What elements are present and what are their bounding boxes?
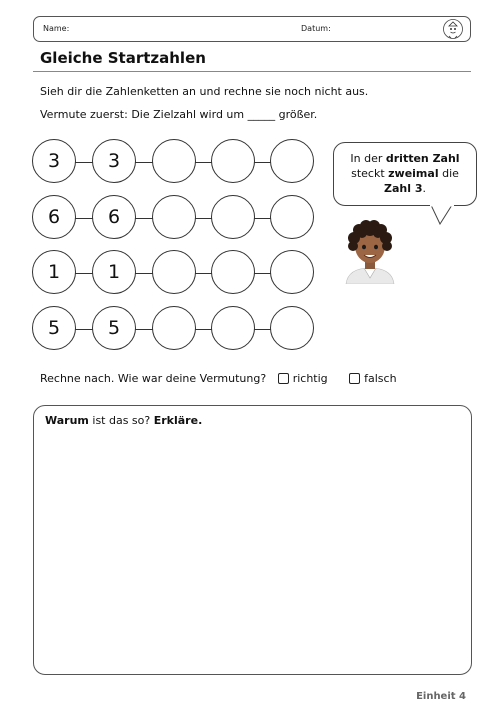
chain-circle-empty[interactable] <box>152 195 196 239</box>
number-chain <box>32 250 315 298</box>
chain-circle-empty[interactable] <box>152 139 196 183</box>
chain-circle-empty[interactable] <box>270 306 314 350</box>
chain-circle-empty[interactable] <box>270 250 314 294</box>
chain-circle-empty[interactable] <box>211 195 255 239</box>
chain-circle: 6 <box>32 195 76 239</box>
chain-circle: 6 <box>92 195 136 239</box>
bubble-text: . <box>422 182 426 195</box>
bubble-text: die <box>438 167 459 180</box>
instruction-line-2: Vermute zuerst: Die Zielzahl wird um _____ größer. <box>40 108 318 121</box>
bubble-text: In der <box>350 152 386 165</box>
verification-question: Rechne nach. Wie war deine Vermutung? <box>40 372 267 385</box>
bubble-bold-text: dritten Zahl <box>385 152 460 165</box>
header-box <box>33 16 471 42</box>
answer-prompt-bold: Warum <box>45 414 89 427</box>
chain-circle-empty[interactable] <box>270 139 314 183</box>
answer-prompt-text: ist das so? <box>88 414 154 427</box>
chain-circle: 5 <box>32 306 76 350</box>
number-chain <box>32 139 315 187</box>
bubble-bold-text: zweimal <box>388 167 439 180</box>
chain-circle: 1 <box>92 250 136 294</box>
chain-circle-empty[interactable] <box>152 306 196 350</box>
chain-circle: 5 <box>92 306 136 350</box>
page-title: Gleiche Startzahlen <box>40 49 206 67</box>
date-label: Datum: <box>301 24 331 33</box>
chain-circle-empty[interactable] <box>152 250 196 294</box>
bubble-bold-text: Zahl 3 <box>384 182 423 195</box>
name-label: Name: <box>43 24 70 33</box>
option-wrong[interactable] <box>349 372 396 385</box>
speech-bubble-tail <box>430 205 456 225</box>
answer-prompt-bold: Erkläre. <box>153 414 203 427</box>
mascot-icon <box>442 18 464 40</box>
title-divider <box>33 71 471 72</box>
option-correct[interactable] <box>278 372 328 385</box>
option-wrong-label: falsch <box>364 372 397 385</box>
verification-row <box>40 372 397 385</box>
number-chain <box>32 306 315 354</box>
bubble-text: steckt <box>351 167 389 180</box>
checkbox-wrong[interactable] <box>349 373 360 384</box>
chain-circle-empty[interactable] <box>270 195 314 239</box>
instruction-line-1: Sieh dir die Zahlenketten an und rechne sie noch nicht aus. <box>40 85 369 98</box>
chain-circle-empty[interactable] <box>211 139 255 183</box>
speech-bubble <box>333 142 477 206</box>
unit-label: Einheit 4 <box>416 691 466 702</box>
chain-circle-empty[interactable] <box>211 250 255 294</box>
number-chain <box>32 195 315 243</box>
option-correct-label: richtig <box>292 372 328 385</box>
chain-circle-empty[interactable] <box>211 306 255 350</box>
answer-box[interactable] <box>33 405 472 675</box>
answer-prompt <box>45 414 202 427</box>
checkbox-correct[interactable] <box>278 373 289 384</box>
chain-circle: 1 <box>32 250 76 294</box>
chain-circle: 3 <box>32 139 76 183</box>
chain-circle: 3 <box>92 139 136 183</box>
child-illustration <box>340 218 400 284</box>
